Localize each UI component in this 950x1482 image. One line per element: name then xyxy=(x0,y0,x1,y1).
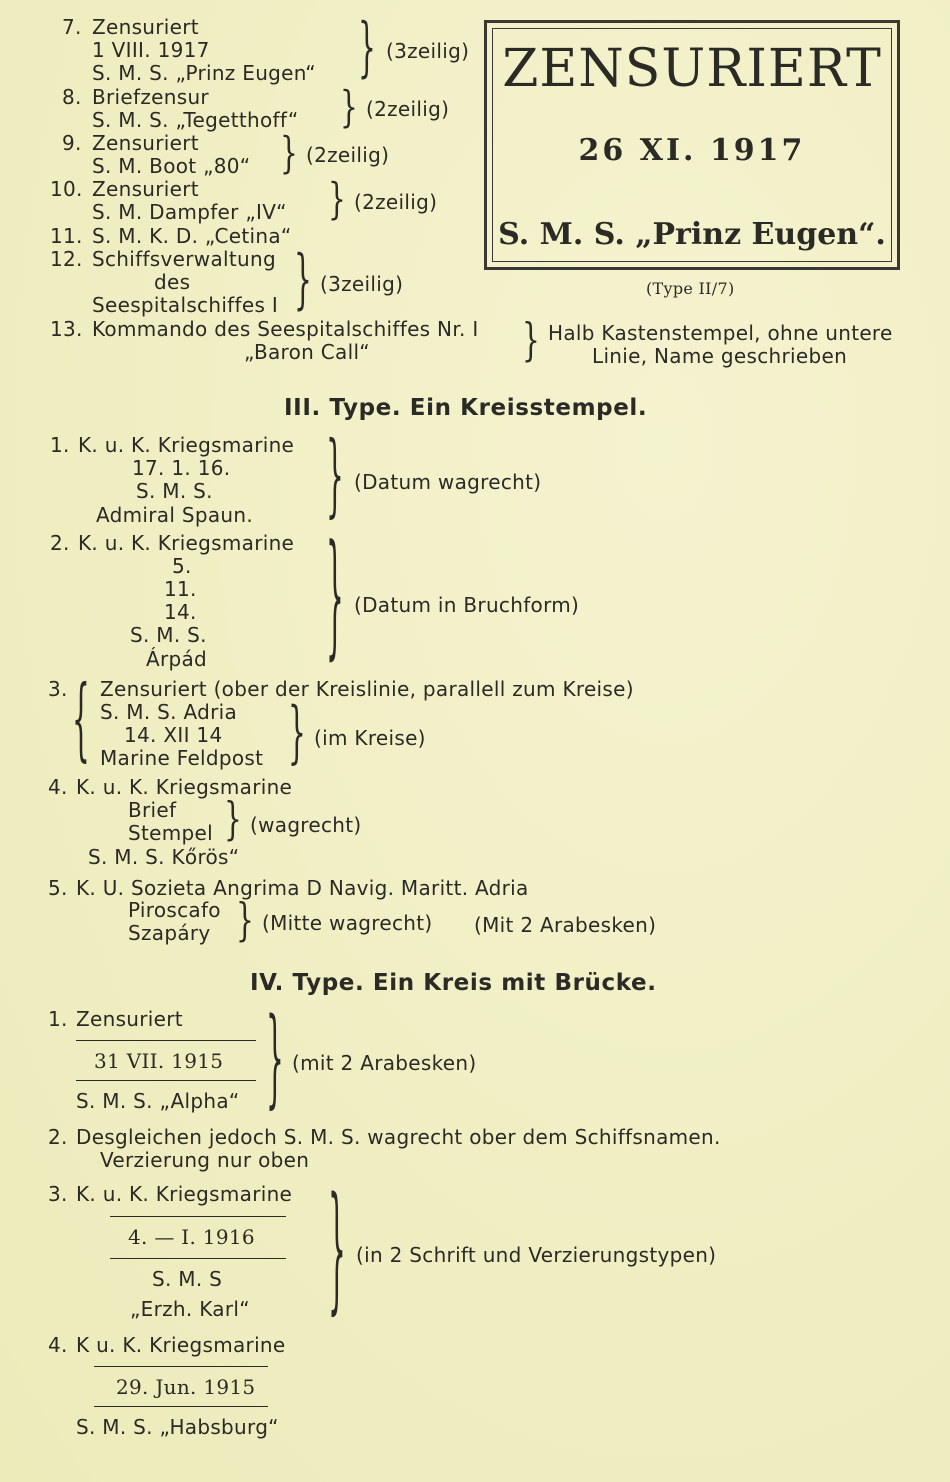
divider xyxy=(94,1366,268,1367)
entry-note: (Datum wagrecht) xyxy=(354,470,542,494)
entry-note: (in 2 Schrift und Verzierungstypen) xyxy=(356,1243,717,1267)
entry-number: 4. xyxy=(48,775,68,799)
entry-line: Zensuriert (ober der Kreislinie, parallell zum Kreise) xyxy=(100,677,634,701)
brace-icon: } xyxy=(266,994,284,1120)
entry-note: (mit 2 Arabesken) xyxy=(292,1051,477,1075)
entry-number: 7. xyxy=(62,15,82,39)
entry-note: (wagrecht) xyxy=(250,813,362,837)
entry-line: K. u. K. Kriegsmarine xyxy=(78,433,295,457)
brace-icon: { xyxy=(72,666,90,772)
entry-number: 11. xyxy=(50,224,83,248)
entry-note: (Mit 2 Arabesken) xyxy=(474,913,657,937)
entry-note: (2zeilig) xyxy=(354,190,438,214)
entry-line: Zensuriert xyxy=(92,131,199,155)
entry-line: K. u. K. Kriegsmarine xyxy=(76,1182,293,1206)
stamp-illustration xyxy=(484,20,900,270)
entry-note: (Datum in Bruchform) xyxy=(354,593,580,617)
entry-line: Seespitalschiffes I xyxy=(92,293,279,317)
entry-line: S. M. S. „Prinz Eugen“ xyxy=(92,61,316,85)
entry-line: „Erzh. Karl“ xyxy=(130,1297,250,1321)
entry-line: 11. xyxy=(164,577,197,601)
entry-number: 2. xyxy=(48,1125,68,1149)
brace-icon: } xyxy=(294,241,312,317)
entry-line: Szapáry xyxy=(128,921,211,945)
entry-line: Zensuriert xyxy=(76,1007,183,1031)
entry-line: Stempel xyxy=(128,821,213,845)
brace-icon: } xyxy=(328,1167,346,1329)
entry-line: 17. 1. 16. xyxy=(132,456,231,480)
entry-line: S. M. S. „Alpha“ xyxy=(76,1089,240,1113)
stamp-title: ZENSURIERT xyxy=(502,39,882,99)
entry-line: K. U. Sozieta Angrima D Navig. Maritt. Adria xyxy=(76,876,529,900)
entry-line: S. M. Dampfer „IV“ xyxy=(92,200,287,224)
entry-line: K. u. K. Kriegsmarine xyxy=(76,775,293,799)
entry-line: Zensuriert xyxy=(92,15,199,39)
brace-icon: } xyxy=(326,515,344,674)
divider xyxy=(76,1040,256,1041)
entry-line: 4. — I. 1916 xyxy=(128,1225,255,1249)
entry-note: (2zeilig) xyxy=(306,143,390,167)
entry-line: S. M. S. „Tegetthoff“ xyxy=(92,108,299,132)
entry-line: Brief xyxy=(128,798,177,822)
entry-number: 4. xyxy=(48,1333,68,1357)
entry-line: Zensuriert xyxy=(92,177,199,201)
brace-icon: } xyxy=(224,792,242,845)
brace-icon: } xyxy=(358,9,376,86)
entry-line: S. M. S. Adria xyxy=(100,700,238,724)
entry-note: (Mitte wagrecht) xyxy=(262,911,433,935)
brace-icon: } xyxy=(340,81,358,133)
entry-line: 1 VIII. 1917 xyxy=(92,38,210,62)
entry-line: K. u. K. Kriegsmarine xyxy=(78,531,295,555)
entry-line: 31 VII. 1915 xyxy=(94,1049,224,1073)
brace-icon: } xyxy=(236,893,254,946)
entry-line: Kommando des Seespitalschiffes Nr. I xyxy=(92,317,479,341)
entry-number: 3. xyxy=(48,1182,68,1206)
entry-line: Briefzensur xyxy=(92,85,209,109)
entry-number: 3. xyxy=(48,677,68,701)
entry-number: 5. xyxy=(48,876,68,900)
entry-number: 13. xyxy=(50,317,83,341)
entry-number: 2. xyxy=(50,531,70,555)
entry-line: 5. xyxy=(172,554,192,578)
entry-line: des xyxy=(154,270,191,294)
entry-line: Admiral Spaun. xyxy=(96,503,254,527)
entry-line: S. M. S. xyxy=(136,479,213,503)
entry-note: Halb Kastenstempel, ohne untere xyxy=(548,321,893,345)
entry-line: 29. Jun. 1915 xyxy=(116,1375,256,1399)
stamp-caption: (Type II/7) xyxy=(646,279,735,298)
entry-number: 8. xyxy=(62,85,82,109)
entry-number: 1. xyxy=(50,433,70,457)
entry-note: (3zeilig) xyxy=(386,39,470,63)
entry-note: Linie, Name geschrieben xyxy=(592,344,848,368)
brace-icon: } xyxy=(288,692,306,772)
entry-line: S. M. Boot „80“ xyxy=(92,154,251,178)
entry-line: S. M. S. „Habsburg“ xyxy=(76,1415,279,1439)
entry-line: 14. XII 14 xyxy=(124,723,223,747)
entry-note: (im Kreise) xyxy=(314,726,426,750)
entry-line: S. M. S xyxy=(152,1267,223,1291)
entry-line: Marine Feldpost xyxy=(100,746,264,770)
entry-line: S. M. S. Kőrös“ xyxy=(88,845,240,869)
section-heading: III. Type. Ein Kreisstempel. xyxy=(284,395,648,421)
entry-line: S. M. K. D. „Cetina“ xyxy=(92,224,292,248)
brace-icon: } xyxy=(522,313,540,366)
entry-line: Verzierung nur oben xyxy=(100,1148,310,1172)
stamp-ship: S. M. S. „Prinz Eugen“. xyxy=(498,217,886,252)
entry-note: (3zeilig) xyxy=(320,272,404,296)
stamp-date: 26 XI. 1917 xyxy=(578,133,806,168)
entry-line: Árpád xyxy=(146,647,208,671)
entry-line: „Baron Call“ xyxy=(244,340,370,364)
divider xyxy=(94,1406,268,1407)
entry-line: S. M. S. xyxy=(130,623,207,647)
entry-line: Desgleichen jedoch S. M. S. wagrecht ober dem Schiffsnamen. xyxy=(76,1125,721,1149)
brace-icon: } xyxy=(328,173,346,225)
divider xyxy=(110,1258,286,1259)
entry-line: Schiffsverwaltung xyxy=(92,247,276,271)
entry-number: 10. xyxy=(50,177,83,201)
divider xyxy=(76,1080,256,1081)
entry-line: Piroscafo xyxy=(128,898,221,922)
entry-number: 9. xyxy=(62,131,82,155)
entry-note: (2zeilig) xyxy=(366,97,450,121)
section-heading: IV. Type. Ein Kreis mit Brücke. xyxy=(250,970,657,996)
entry-line: 14. xyxy=(164,600,197,624)
brace-icon: } xyxy=(280,127,298,179)
entry-line: K u. K. Kriegsmarine xyxy=(76,1333,286,1357)
divider xyxy=(110,1216,286,1217)
entry-number: 1. xyxy=(48,1007,68,1031)
entry-number: 12. xyxy=(50,247,83,271)
brace-icon: } xyxy=(326,422,344,528)
